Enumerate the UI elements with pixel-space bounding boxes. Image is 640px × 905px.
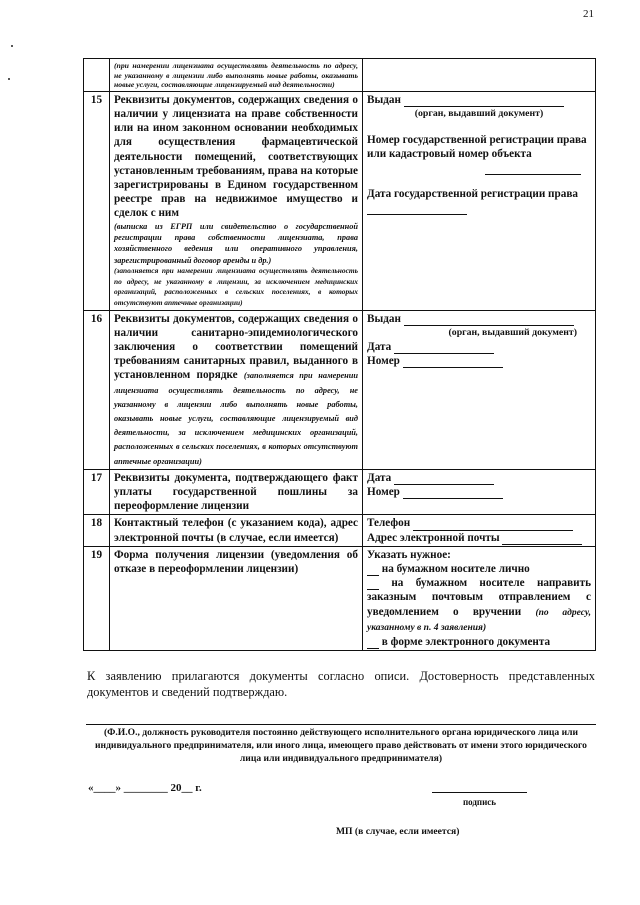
row-description [110, 310, 363, 469]
number-field[interactable] [367, 354, 591, 368]
spacer [367, 175, 591, 187]
row-value [363, 469, 596, 515]
signature-line[interactable] [432, 792, 527, 793]
margin-mark [8, 78, 10, 80]
phone-label: Телефон [367, 517, 411, 530]
phone-line [413, 519, 573, 531]
row-desc-text: Реквизиты документов, содержащих сведения о наличии санитарно-эпидемиологического заключения о соответствии помещений требованиям санитарных правил, выданного в установленном порядке [114, 312, 358, 382]
reg-date-label: Дата государственной регистрации права [367, 187, 578, 200]
checkbox-line [367, 637, 379, 649]
issuer-caption: (орган, выдавший документ) [448, 326, 577, 338]
issued-line [404, 95, 564, 107]
date-label: Дата [367, 471, 392, 484]
page-number: 21 [583, 8, 594, 20]
issued-field[interactable] [367, 93, 591, 107]
row-value [363, 310, 596, 469]
row-description: Контактный телефон (с указанием кода), адрес электронной почты (в случае, если имеется) [110, 515, 363, 546]
email-line [502, 533, 582, 545]
table-row [84, 310, 596, 469]
row-desc-text: Реквизиты документов, содержащих сведения о наличии у лицензиата на праве собственности или на ином законном основании необходимых для осуществления фармацевтической деятельности помещений, соответствующих установленным требованиям, права на которые зарегистрированы в Едином государственном реестре прав на недвижимое имущество и сделок с ним [114, 93, 358, 220]
date-field[interactable] [367, 471, 591, 485]
option-electronic[interactable] [367, 635, 591, 649]
row-number: 15 [84, 91, 110, 310]
date-line [394, 473, 494, 485]
phone-field[interactable] [367, 516, 591, 530]
date-line [394, 342, 494, 354]
stamp-label: МП (в случае, если имеется) [336, 826, 460, 837]
row-note: (заполняется при намерении лицензиата осуществлять деятельность по адресу, не указанному в лицензии, за исключением медицинских организаций, расположенных в сельских поселениях, в которых отсутствуют аптечные организации) [114, 266, 358, 308]
email-field[interactable] [367, 531, 591, 545]
issued-field[interactable] [367, 312, 591, 326]
signature-name-line[interactable] [86, 724, 596, 725]
row-value [363, 91, 596, 310]
reg-number-line[interactable] [485, 162, 581, 175]
email-label: Адрес электронной почты [367, 531, 500, 544]
date-label: Дата [367, 341, 392, 354]
row-description: Реквизиты документа, подтверждающего факт уплаты государственной пошлины за переоформление лицензии [110, 469, 363, 515]
row-note: (заполняется при намерении лицензиата осуществлять деятельность по адресу, не указанному в лицензии либо выполнять новые работы, оказывать новые услуги, составляющие лицензируемый вид деятельности, за исключением медицинских организаций, расположенных в сельских поселениях, в которых отсутствуют аптечные организации) [114, 371, 359, 466]
option-in-person[interactable] [367, 562, 591, 576]
option-label: на бумажном носителе лично [381, 563, 530, 576]
reg-date-field[interactable] [367, 187, 591, 215]
checkbox-line [367, 578, 379, 590]
table-row [84, 469, 596, 515]
row-description [110, 91, 363, 310]
number-field[interactable] [367, 485, 591, 499]
row-number: 17 [84, 469, 110, 515]
number-line [403, 487, 503, 499]
issued-label: Выдан [367, 312, 401, 325]
row-number [84, 59, 110, 92]
option-label: на бумажном носителе направить заказным почтовым отправлением с уведомлением о вручении [367, 577, 591, 618]
option-note: (по адресу, указанному в п. 4 заявления) [367, 607, 592, 633]
margin-mark [11, 45, 13, 47]
reg-number-label: Номер государственной регистрации права или кадастровый номер объекта [367, 134, 587, 161]
issuer-caption: (орган, выдавший документ) [414, 107, 544, 119]
row-description [110, 59, 363, 92]
table-row [84, 546, 596, 650]
license-form-table [83, 58, 596, 651]
spacer [367, 121, 591, 133]
table-row [84, 515, 596, 546]
option-label: в форме электронного документа [381, 636, 551, 649]
row-value [363, 546, 596, 650]
row-value [363, 515, 596, 546]
row-number: 16 [84, 310, 110, 469]
issued-line [404, 314, 574, 326]
reg-date-line [367, 203, 467, 215]
issued-label: Выдан [367, 93, 401, 106]
row-number: 19 [84, 546, 110, 650]
number-line [403, 356, 503, 368]
row-description: Форма получения лицензии (уведомления об отказе в переоформлении лицензии) [110, 546, 363, 650]
date-line[interactable]: «____» ________ 20__ г. [88, 782, 202, 794]
signature-caption: (Ф.И.О., должность руководителя постоянно действующего исполнительного органа юридического лица или индивидуального предпринимателя, или иного лица, имеющего право действовать от имени этого юридического лица или индивидуального предпринимателя) [95, 727, 587, 764]
attachment-statement: К заявлению прилагаются документы согласно описи. Достоверность представленных документов и сведений подтверждаю. [87, 669, 595, 699]
row-value [363, 59, 596, 92]
signature-label: подпись [462, 797, 497, 807]
row-number: 18 [84, 515, 110, 546]
checkbox-line [367, 564, 379, 576]
number-label: Номер [367, 486, 400, 499]
option-by-mail[interactable] [367, 576, 591, 635]
row-note: (при намерении лицензиата осуществлять деятельность по адресу, не указанному в лицензии либо выполнять новые работы, оказывать новые услуги, составляющие лицензируемый вид деятельности) [114, 61, 358, 90]
table-row [84, 91, 596, 310]
table-row [84, 59, 596, 92]
date-field[interactable] [367, 340, 591, 354]
choose-label: Указать нужное: [367, 548, 451, 561]
row-note: (выписка из ЕГРП или свидетельство о государственной регистрации права собственности лицензиата, права хозяйственного ведения или оперативного управления, зарегистрированный договор аренды и др.) [114, 221, 358, 265]
number-label: Номер [367, 355, 400, 368]
